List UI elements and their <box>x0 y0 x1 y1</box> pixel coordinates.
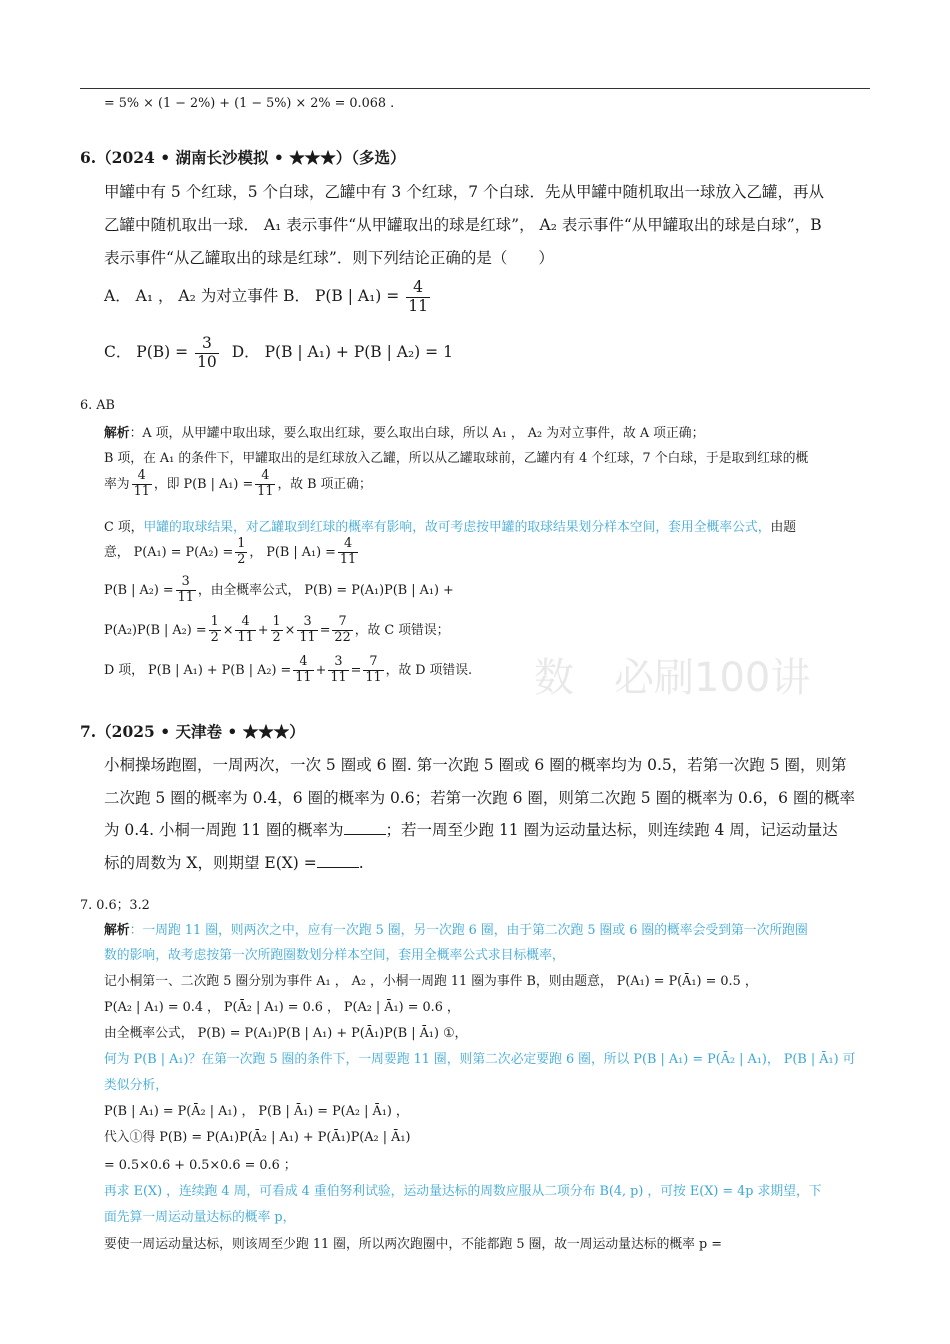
q6-options-cd <box>104 336 453 370</box>
q6-stem-line-2: 乙罐中随机取出一球． A₁ 表示事件“从甲罐取出的球是红球”， A₂ 表示事件“从甲罐取出的球是白球”，B <box>104 216 822 234</box>
a7-line-9: 代入①得 P(B) = P(A₁)P(Ā₂ | A₁) + P(Ā₁)P(A₂ | Ā₁) <box>104 1130 411 1145</box>
a7-line-13: 要使一周运动量达标，则该周至少跑 11 圈，所以两次跑圈中，不能都跑 5 圈，故一周运动量达标的概率 p = <box>104 1237 723 1252</box>
q7-blank-2 <box>317 853 359 868</box>
watermark: 数 必刷100讲 <box>534 655 811 701</box>
a6-hint: 甲罐的取球结果，对乙罐取到红球的概率有影响，故可考虑按甲罐的取球结果划分样本空间，套用全概率公式， <box>143 520 771 535</box>
q7-stem-line-1: 小桐操场跑圈，一周两次，一次 5 圈或 6 圈. 第一次跑 5 圈或 6 圈的概率均为 0.5，若第一次跑 5 圈，则第 <box>104 756 847 774</box>
a7-line-4: P(A₂ | A₁) = 0.4 ， P(Ā₂ | A₁) = 0.6 ， P(A₂ | Ā₁) = 0.6 ， <box>104 1000 460 1015</box>
q6-header: 6.（2024 • 湖南长沙模拟 • ★★★）（多选） <box>80 148 406 167</box>
a6-line-5: 意， P(A₁) = P(A₂) = $\frac{1}{2}$ ， P(B | A₁) = $\frac{4}{11}$ <box>104 536 357 567</box>
a6-line-8: D 项， P(B | A₁) + P(B | A₂) = $\frac{4}{11}$ + $\frac{3}{11}$ = $\frac{7}{11}$ ，故 D 项错误. <box>104 654 473 685</box>
q6-option-b-fraction: $\frac{4}{11}$ <box>408 278 428 315</box>
a6-line-2: B 项，在 A₁ 的条件下，甲罐取出的是红球放入乙罐，所以从乙罐取球前，乙罐内有 4 个红球，7 个白球，于是取到红球的概 <box>104 451 809 466</box>
a7-line-7: 类似分析， <box>104 1078 168 1093</box>
top-rule <box>80 88 870 89</box>
q6-option-c-fraction: $\frac{3}{10}$ <box>197 334 217 371</box>
a7-line-12: 面先算一周运动量达标的概率 p， <box>104 1210 296 1225</box>
a6-answer: 6. AB <box>80 398 115 413</box>
q7-header: 7.（2025 • 天津卷 • ★★★） <box>80 722 305 741</box>
a6-label: 解析 <box>104 426 130 441</box>
a7-line-2: 数的影响，故考虑按第一次所跑圈数划分样本空间，套用全概率公式求目标概率， <box>104 948 565 963</box>
q7-blank-1 <box>344 820 386 835</box>
q7-stem-line-3: 为 0.4. 小桐一周跑 11 圈的概率为 ；若一周至少跑 11 圈为运动量达标，则连续跑 4 周，记运动量达 <box>104 821 838 839</box>
q6-option-a: A． A₁ ， A₂ 为对立事件 B． P(B | A₁) = <box>104 287 400 305</box>
a6-line-1: 解析：A 项，从甲罐中取出球，要么取出红球，要么取出白球，所以 A₁ ， A₂ 为对立事件，故 A 项正确； <box>104 426 705 441</box>
a7-line-5: 由全概率公式， P(B) = P(A₁)P(B | A₁) + P(Ā₁)P(B | Ā₁) ①， <box>104 1026 468 1041</box>
a6-line-7: P(A₂)P(B | A₂) = $\frac{1}{2}$ × $\frac{4}{11}$ + $\frac{1}{2}$ × $\frac{3}{11}$ = $\frac{7}{22}$ ，故 C 项错误； <box>104 614 450 645</box>
a7-line-8: P(B | A₁) = P(Ā₂ | A₁) ， P(B | Ā₁) = P(A₂ | Ā₁) ， <box>104 1104 409 1119</box>
a6-line-4: C 项，甲罐的取球结果，对乙罐取到红球的概率有影响，故可考虑按甲罐的取球结果划分样本空间，套用全概率公式，由题 <box>104 520 797 535</box>
q6-stem-line-3: 表示事件“从乙罐取出的球是红球”．则下列结论正确的是（ ） <box>104 249 554 267</box>
q6-option-d: D． P(B | A₁) + P(B | A₂) = 1 <box>231 343 453 361</box>
a7-label: 解析 <box>104 923 130 938</box>
q6-stem-line-1: 甲罐中有 5 个红球，5 个白球，乙罐中有 3 个红球，7 个白球．先从甲罐中随机取出一球放入乙罐，再从 <box>104 183 825 201</box>
a7-line-11: 再求 E(X) ，连续跑 4 周，可看成 4 重伯努利试验，运动量达标的周数应服从二项分布 B(4, p) ，可按 E(X) = 4p 求期望，下 <box>104 1184 822 1199</box>
q7-stem-line-2: 二次跑 5 圈的概率为 0.4，6 圈的概率为 0.6；若第一次跑 6 圈，则第二次跑 5 圈的概率为 0.6，6 圈的概率 <box>104 789 855 807</box>
q6-options-ab <box>104 280 432 314</box>
a7-line-3: 记小桐第一、二次跑 5 圈分别为事件 A₁ ， A₂ ，小桐一周跑 11 圈为事件 B，则由题意， P(A₁) = P(Ā₁) = 0.5 ， <box>104 974 758 989</box>
a7-line-10: = 0.5×0.6 + 0.5×0.6 = 0.6 ； <box>104 1158 297 1173</box>
q6-option-c: C． P(B) = <box>104 343 189 361</box>
a7-answer: 7. 0.6；3.2 <box>80 898 150 913</box>
a7-line-1: 解析：一周跑 11 圈，则两次之中，应有一次跑 5 圈，另一次跑 6 圈，由于第二次跑 5 圈或 6 圈的概率会受到第一次所跑圈 <box>104 923 808 938</box>
a6-line-3: 率为 $\frac{4}{11}$ ，即 P(B | A₁) = $\frac{4}{11}$ ，故 B 项正确； <box>104 468 372 499</box>
a6-line-6: P(B | A₂) = $\frac{3}{11}$ ，由全概率公式， P(B) = P(A₁)P(B | A₁) + <box>104 574 454 605</box>
q7-stem-line-4: 标的周数为 X，则期望 E(X) = . <box>104 854 364 872</box>
a7-line-6: 何为 P(B | A₁)？在第一次跑 5 圈的条件下，一周要跑 11 圈，则第二次必定要跑 6 圈，所以 P(B | A₁) = P(Ā₂ | A₁)， P(B | Ā₁) 可 <box>104 1052 856 1067</box>
prev-solution-formula: = 5% × (1 − 2%) + (1 − 5%) × 2% = 0.068 . <box>104 96 395 111</box>
